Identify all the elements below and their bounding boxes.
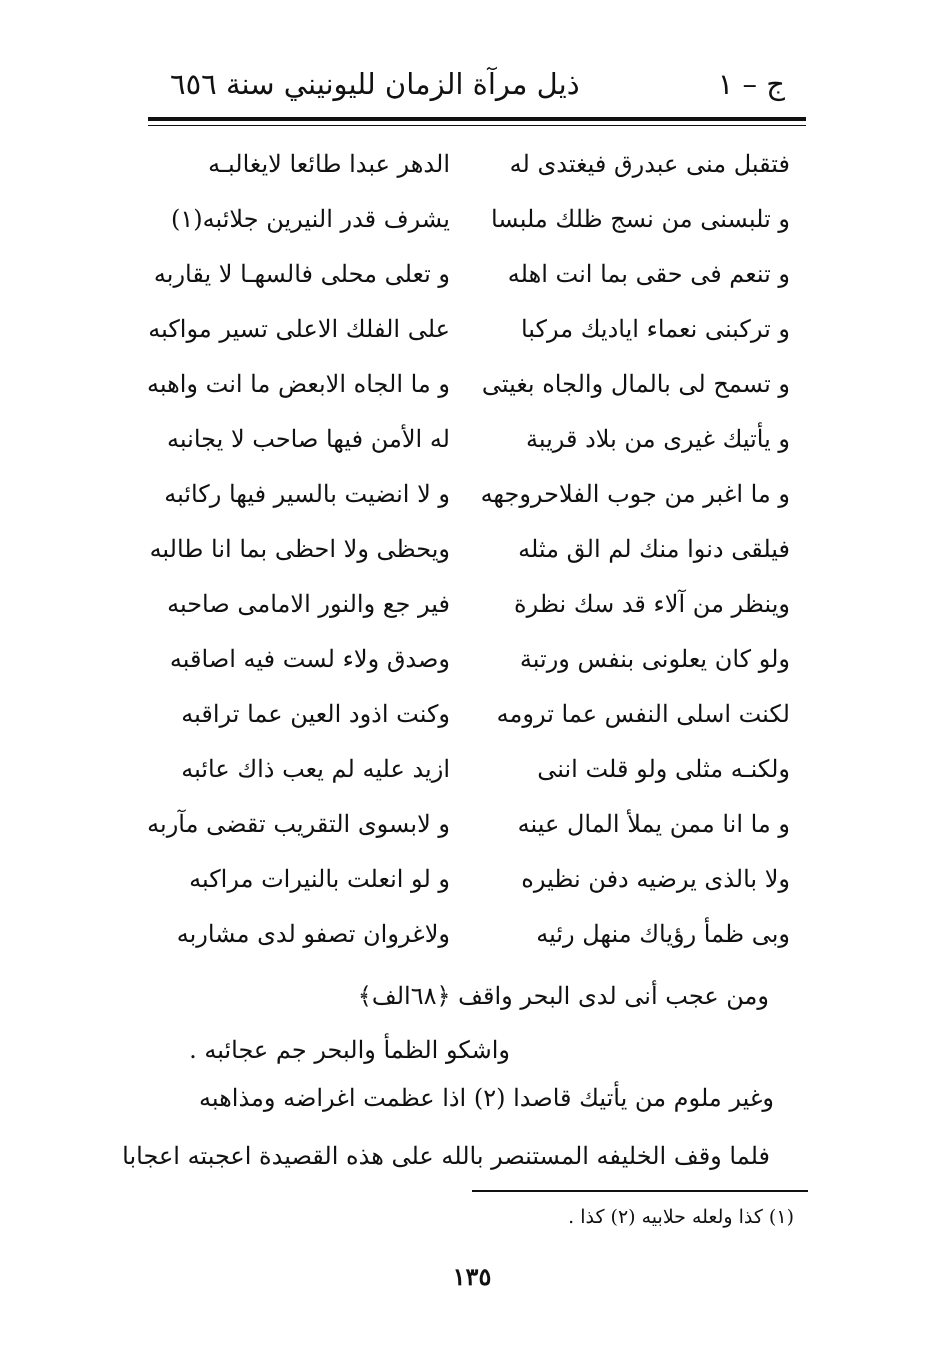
first-hemistich: و ما انا ممن يملأ المال عينه	[517, 809, 790, 838]
second-hemistich: ويحظى ولا احظى بما انا طالبه	[149, 534, 450, 563]
verse-line	[147, 796, 790, 851]
second-hemistich: يشرف قدر النيرين جلائبه(١)	[171, 204, 450, 233]
first-hemistich: و يأتيك غيرى من بلاد قريبة	[525, 424, 790, 453]
verse-line	[150, 576, 790, 631]
first-hemistich: و تنعم فى حقى بما انت اهله	[507, 259, 790, 288]
first-hemistich: و ما اغبر من جوب الفلاحروجهه	[480, 479, 790, 508]
second-hemistich: ازيد عليه لم يعب ذاك عائبه	[181, 754, 450, 783]
second-hemistich: و لو انعلت بالنيرات مراكبه	[189, 864, 450, 893]
tail-line-3: وغير ملوم من يأتيك قاصدا (٢) اذا عظمت اغراضه ومذاهبه	[199, 1084, 774, 1112]
running-head	[170, 58, 785, 110]
verse-line	[150, 521, 790, 576]
verse-line	[146, 356, 790, 411]
first-hemistich: ولو كان يعلونى بنفس ورتبة	[519, 644, 790, 673]
verse-line	[150, 631, 790, 686]
tail-line-1	[358, 982, 769, 1010]
volume-label: ج – ١	[717, 67, 785, 101]
first-hemistich: فيلقى دنوا منك لم الق مثله	[518, 534, 790, 563]
verse-line	[150, 246, 790, 301]
first-hemistich: فتقبل منى عبدرق فيغتدى له	[509, 149, 790, 178]
verse-line	[150, 741, 790, 796]
verse-line	[150, 136, 790, 191]
verse-line	[150, 191, 790, 246]
verse-line	[150, 301, 790, 356]
header-rule-thin	[148, 125, 806, 126]
first-hemistich: وينظر من آلاء قد سك نظرة	[514, 589, 790, 618]
first-hemistich: ولا بالذى يرضيه دفن نظيره	[521, 864, 790, 893]
second-hemistich: و ما الجاه الابعض ما انت واهبه	[146, 369, 450, 398]
second-hemistich: وصدق ولاء لست فيه اصاقبه	[169, 644, 450, 673]
prose-line: فلما وقف الخليفه المستنصر بالله على هذه القصيدة اعجبته اعجابا	[122, 1142, 770, 1170]
page-number: ١٣٥	[452, 1262, 492, 1291]
verse-line	[150, 411, 790, 466]
second-hemistich: و لابسوى التقريب تقضى مآربه	[147, 809, 450, 838]
second-hemistich: فير جع والنور الامامى صاحبه	[167, 589, 450, 618]
footnote: (١) كذا ولعله حلابيه (٢) كذا .	[568, 1206, 794, 1228]
second-hemistich: على الفلك الاعلى تسير مواكبه	[148, 314, 450, 343]
first-hemistich: و تركبنى نعماء اياديك مركبا	[520, 314, 790, 343]
second-hemistich: ولاغروان تصفو لدى مشاربه	[176, 919, 450, 948]
second-hemistich: وكنت اذود العين عما تراقبه	[181, 699, 450, 728]
header-title: ذيل مرآة الزمان لليونيني سنة ٦٥٦	[170, 67, 580, 101]
first-hemistich: و تسمح لى بالمال والجاه بغيتى	[481, 369, 790, 398]
verse-line	[150, 686, 790, 741]
first-hemistich: وبى ظمأ رؤياك منهل رئيه	[536, 919, 790, 948]
footnote-rule	[472, 1190, 808, 1192]
second-hemistich: الدهر عبدا طائعا لايغالبـه	[208, 149, 450, 178]
second-hemistich: له الأمن فيها صاحب لا يجانبه	[167, 424, 450, 453]
second-hemistich: و تعلى محلى فالسهـا لا يقاربه	[153, 259, 450, 288]
tail-line-2: واشكو الظمأ والبحر جم عجائبه .	[189, 1036, 510, 1064]
verse-line	[150, 851, 790, 906]
header-rule-thick	[148, 117, 806, 121]
verse-line	[150, 466, 790, 521]
poem-verses	[146, 136, 790, 961]
first-hemistich: ولكنـه مثلى ولو قلت اننى	[537, 754, 790, 783]
first-hemistich: و تلبسنى من نسج ظلك ملبسا	[490, 204, 790, 233]
marginal-reference: ﴿٦٨الف﴾	[357, 982, 451, 1010]
first-hemistich: لكنت اسلى النفس عما ترومه	[496, 699, 790, 728]
second-hemistich: و لا انضيت بالسير فيها ركائبه	[164, 479, 450, 508]
verse-line	[150, 906, 790, 961]
tail-verse-text: ومن عجب أنى لدى البحر واقف	[458, 982, 769, 1010]
